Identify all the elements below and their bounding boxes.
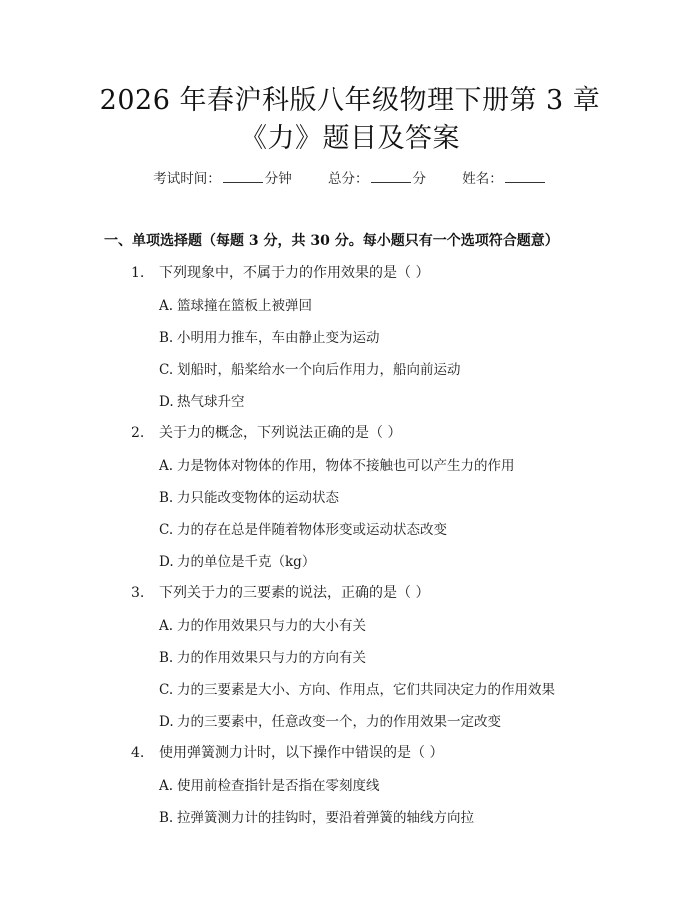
option-text: 力只能改变物体的运动状态 bbox=[177, 490, 339, 506]
option-text: 热气球升空 bbox=[177, 394, 245, 410]
total-score-blank[interactable] bbox=[371, 170, 411, 183]
option-text: 力的作用效果只与力的方向有关 bbox=[177, 650, 366, 666]
question-text: 下列现象中，不属于力的作用效果的是（ ） bbox=[159, 265, 430, 281]
option-letter: B. bbox=[159, 650, 174, 666]
exam-time-blank[interactable] bbox=[223, 170, 263, 183]
option-letter: B. bbox=[159, 810, 174, 826]
option-letter: C. bbox=[159, 362, 174, 378]
question-2-option-b bbox=[159, 486, 339, 506]
question-2-option-c bbox=[159, 518, 447, 538]
question-3-option-b bbox=[159, 646, 366, 666]
document-title-line-2: 《力》题目及答案 bbox=[240, 123, 460, 154]
question-1-option-c bbox=[159, 358, 461, 378]
option-letter: C. bbox=[159, 682, 174, 698]
question-1-option-b bbox=[159, 326, 380, 346]
question-text: 下列关于力的三要素的说法，正确的是（ ） bbox=[159, 585, 430, 601]
question-4-option-a bbox=[159, 774, 380, 794]
question-3-option-d bbox=[159, 710, 501, 730]
option-text: 力的单位是千克（kg） bbox=[177, 554, 316, 570]
total-score-unit: 分 bbox=[412, 171, 426, 187]
option-text: 力的存在总是伴随着物体形变或运动状态改变 bbox=[177, 522, 447, 538]
option-letter: D. bbox=[159, 714, 174, 730]
question-4 bbox=[131, 742, 443, 762]
exam-time-field bbox=[153, 167, 292, 187]
question-number: 3. bbox=[131, 585, 145, 601]
student-name-blank[interactable] bbox=[505, 170, 545, 183]
total-score-field bbox=[328, 167, 426, 187]
question-number: 2. bbox=[131, 425, 145, 441]
question-3-option-c bbox=[159, 678, 555, 698]
option-text: 小明用力推车，车由静止变为运动 bbox=[177, 330, 380, 346]
student-name-field bbox=[462, 167, 547, 187]
option-letter: B. bbox=[159, 330, 174, 346]
question-4-option-b bbox=[159, 806, 474, 826]
exam-time-label: 考试时间： bbox=[153, 171, 221, 187]
option-text: 力的作用效果只与力的大小有关 bbox=[177, 618, 366, 634]
question-text: 使用弹簧测力计时，以下操作中错误的是（ ） bbox=[159, 745, 444, 761]
student-name-label: 姓名： bbox=[462, 171, 503, 187]
question-1 bbox=[131, 262, 429, 282]
question-2 bbox=[131, 422, 401, 442]
question-text: 关于力的概念，下列说法正确的是（ ） bbox=[159, 425, 402, 441]
section-heading: 一、单项选择题（每题 3 分，共 30 分。每小题只有一个选项符合题意） bbox=[104, 233, 559, 249]
option-letter: C. bbox=[159, 522, 174, 538]
exam-info bbox=[0, 167, 700, 187]
total-score-label: 总分： bbox=[328, 171, 369, 187]
option-letter: A. bbox=[159, 778, 174, 794]
exam-time-unit: 分钟 bbox=[264, 171, 292, 187]
option-letter: D. bbox=[159, 554, 174, 570]
question-2-option-d bbox=[159, 550, 315, 570]
option-letter: A. bbox=[159, 458, 174, 474]
question-1-option-a bbox=[159, 294, 312, 314]
option-text: 划船时，船桨给水一个向后作用力，船向前运动 bbox=[177, 362, 461, 378]
option-text: 拉弹簧测力计的挂钩时，要沿着弹簧的轴线方向拉 bbox=[177, 810, 474, 826]
question-3 bbox=[131, 582, 429, 602]
question-number: 4. bbox=[131, 745, 145, 761]
question-2-option-a bbox=[159, 454, 515, 474]
option-text: 篮球撞在篮板上被弹回 bbox=[177, 298, 312, 314]
question-3-option-a bbox=[159, 614, 366, 634]
option-letter: B. bbox=[159, 490, 174, 506]
option-text: 力的三要素中，任意改变一个，力的作用效果一定改变 bbox=[177, 714, 501, 730]
document-title-line-1: 2026 年春沪科版八年级物理下册第 3 章 bbox=[99, 85, 601, 116]
option-letter: A. bbox=[159, 298, 174, 314]
option-text: 力的三要素是大小、方向、作用点，它们共同决定力的作用效果 bbox=[177, 682, 555, 698]
option-text: 使用前检查指针是否指在零刻度线 bbox=[177, 778, 380, 794]
question-number: 1. bbox=[131, 265, 145, 281]
option-letter: A. bbox=[159, 618, 174, 634]
option-letter: D. bbox=[159, 394, 174, 410]
option-text: 力是物体对物体的作用，物体不接触也可以产生力的作用 bbox=[177, 458, 515, 474]
question-1-option-d bbox=[159, 390, 245, 410]
